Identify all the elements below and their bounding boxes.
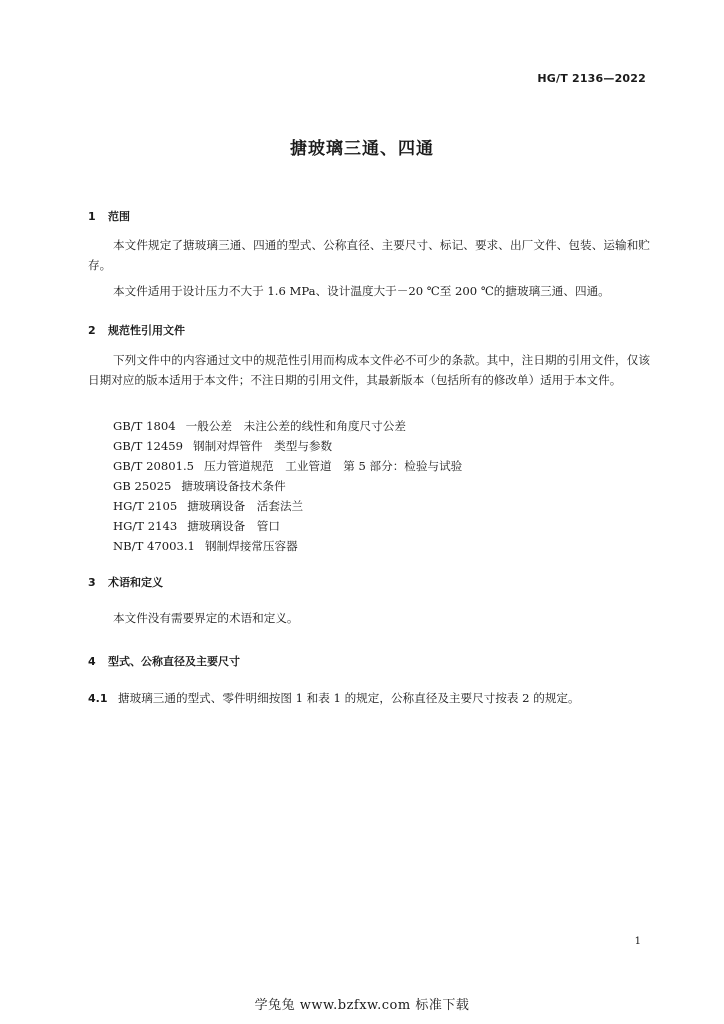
reference-item bbox=[113, 476, 286, 496]
clause-number: 4.1 bbox=[88, 692, 108, 705]
reference-code: GB/T 12459 bbox=[113, 439, 183, 453]
page-number: 1 bbox=[634, 936, 641, 947]
document-title: 搪玻璃三通、四通 bbox=[290, 139, 434, 159]
section-1-heading bbox=[88, 208, 130, 224]
reference-item bbox=[113, 456, 462, 476]
reference-code: GB/T 20801.5 bbox=[113, 459, 195, 473]
reference-code: GB/T 1804 bbox=[113, 419, 176, 433]
reference-code: NB/T 47003.1 bbox=[113, 539, 195, 553]
reference-item bbox=[113, 496, 303, 516]
section-4-heading bbox=[88, 653, 240, 669]
reference-code: HG/T 2143 bbox=[113, 519, 178, 533]
clause-4-1 bbox=[88, 690, 580, 706]
reference-title: 搪玻璃设备 活套法兰 bbox=[187, 499, 304, 513]
reference-title: 一般公差 未注公差的线性和角度尺寸公差 bbox=[185, 419, 406, 433]
section-title: 规范性引用文件 bbox=[108, 324, 185, 337]
reference-title: 钢制对焊管件 类型与参数 bbox=[193, 439, 333, 453]
section-title: 范围 bbox=[108, 210, 130, 223]
section-2-heading bbox=[88, 322, 185, 338]
section-number: 4 bbox=[88, 655, 96, 668]
section-3-heading bbox=[88, 574, 163, 590]
reference-item bbox=[113, 416, 406, 436]
reference-item bbox=[113, 516, 280, 536]
reference-item bbox=[113, 536, 298, 556]
section-number: 1 bbox=[88, 210, 96, 223]
section-2-paragraph-1: 下列文件中的内容通过文中的规范性引用而构成本文件必不可少的条款。其中，注日期的引用文件，仅该日期对应的版本适用于本文件；不注日期的引用文件，其最新版本（包括所有的修改单）适用于本文件。 bbox=[88, 353, 650, 387]
reference-code: HG/T 2105 bbox=[113, 499, 178, 513]
reference-title: 钢制焊接常压容器 bbox=[204, 539, 298, 553]
section-3-paragraph-1: 本文件没有需要界定的术语和定义。 bbox=[113, 611, 299, 625]
section-number: 2 bbox=[88, 324, 96, 337]
section-1-paragraph-2: 本文件适用于设计压力不大于 1.6 MPa、设计温度大于－20 ℃至 200 ℃的搪玻璃三通、四通。 bbox=[113, 284, 610, 298]
reference-item bbox=[113, 436, 332, 456]
section-title: 型式、公称直径及主要尺寸 bbox=[108, 655, 240, 668]
standard-code: HG/T 2136—2022 bbox=[537, 72, 646, 85]
footer-watermark: 学兔兔 www.bzfxw.com 标准下载 bbox=[254, 998, 470, 1013]
reference-title: 搪玻璃设备技术条件 bbox=[181, 479, 286, 493]
reference-code: GB 25025 bbox=[113, 479, 172, 493]
clause-text: 搪玻璃三通的型式、零件明细按图 1 和表 1 的规定，公称直径及主要尺寸按表 2 的规定。 bbox=[118, 691, 580, 705]
reference-title: 搪玻璃设备 管口 bbox=[187, 519, 280, 533]
section-1-paragraph-1: 本文件规定了搪玻璃三通、四通的型式、公称直径、主要尺寸、标记、要求、出厂文件、包装、运输和贮存。 bbox=[88, 238, 650, 272]
section-title: 术语和定义 bbox=[108, 576, 163, 589]
section-number: 3 bbox=[88, 576, 96, 589]
reference-title: 压力管道规范 工业管道 第 5 部分：检验与试验 bbox=[204, 459, 463, 473]
